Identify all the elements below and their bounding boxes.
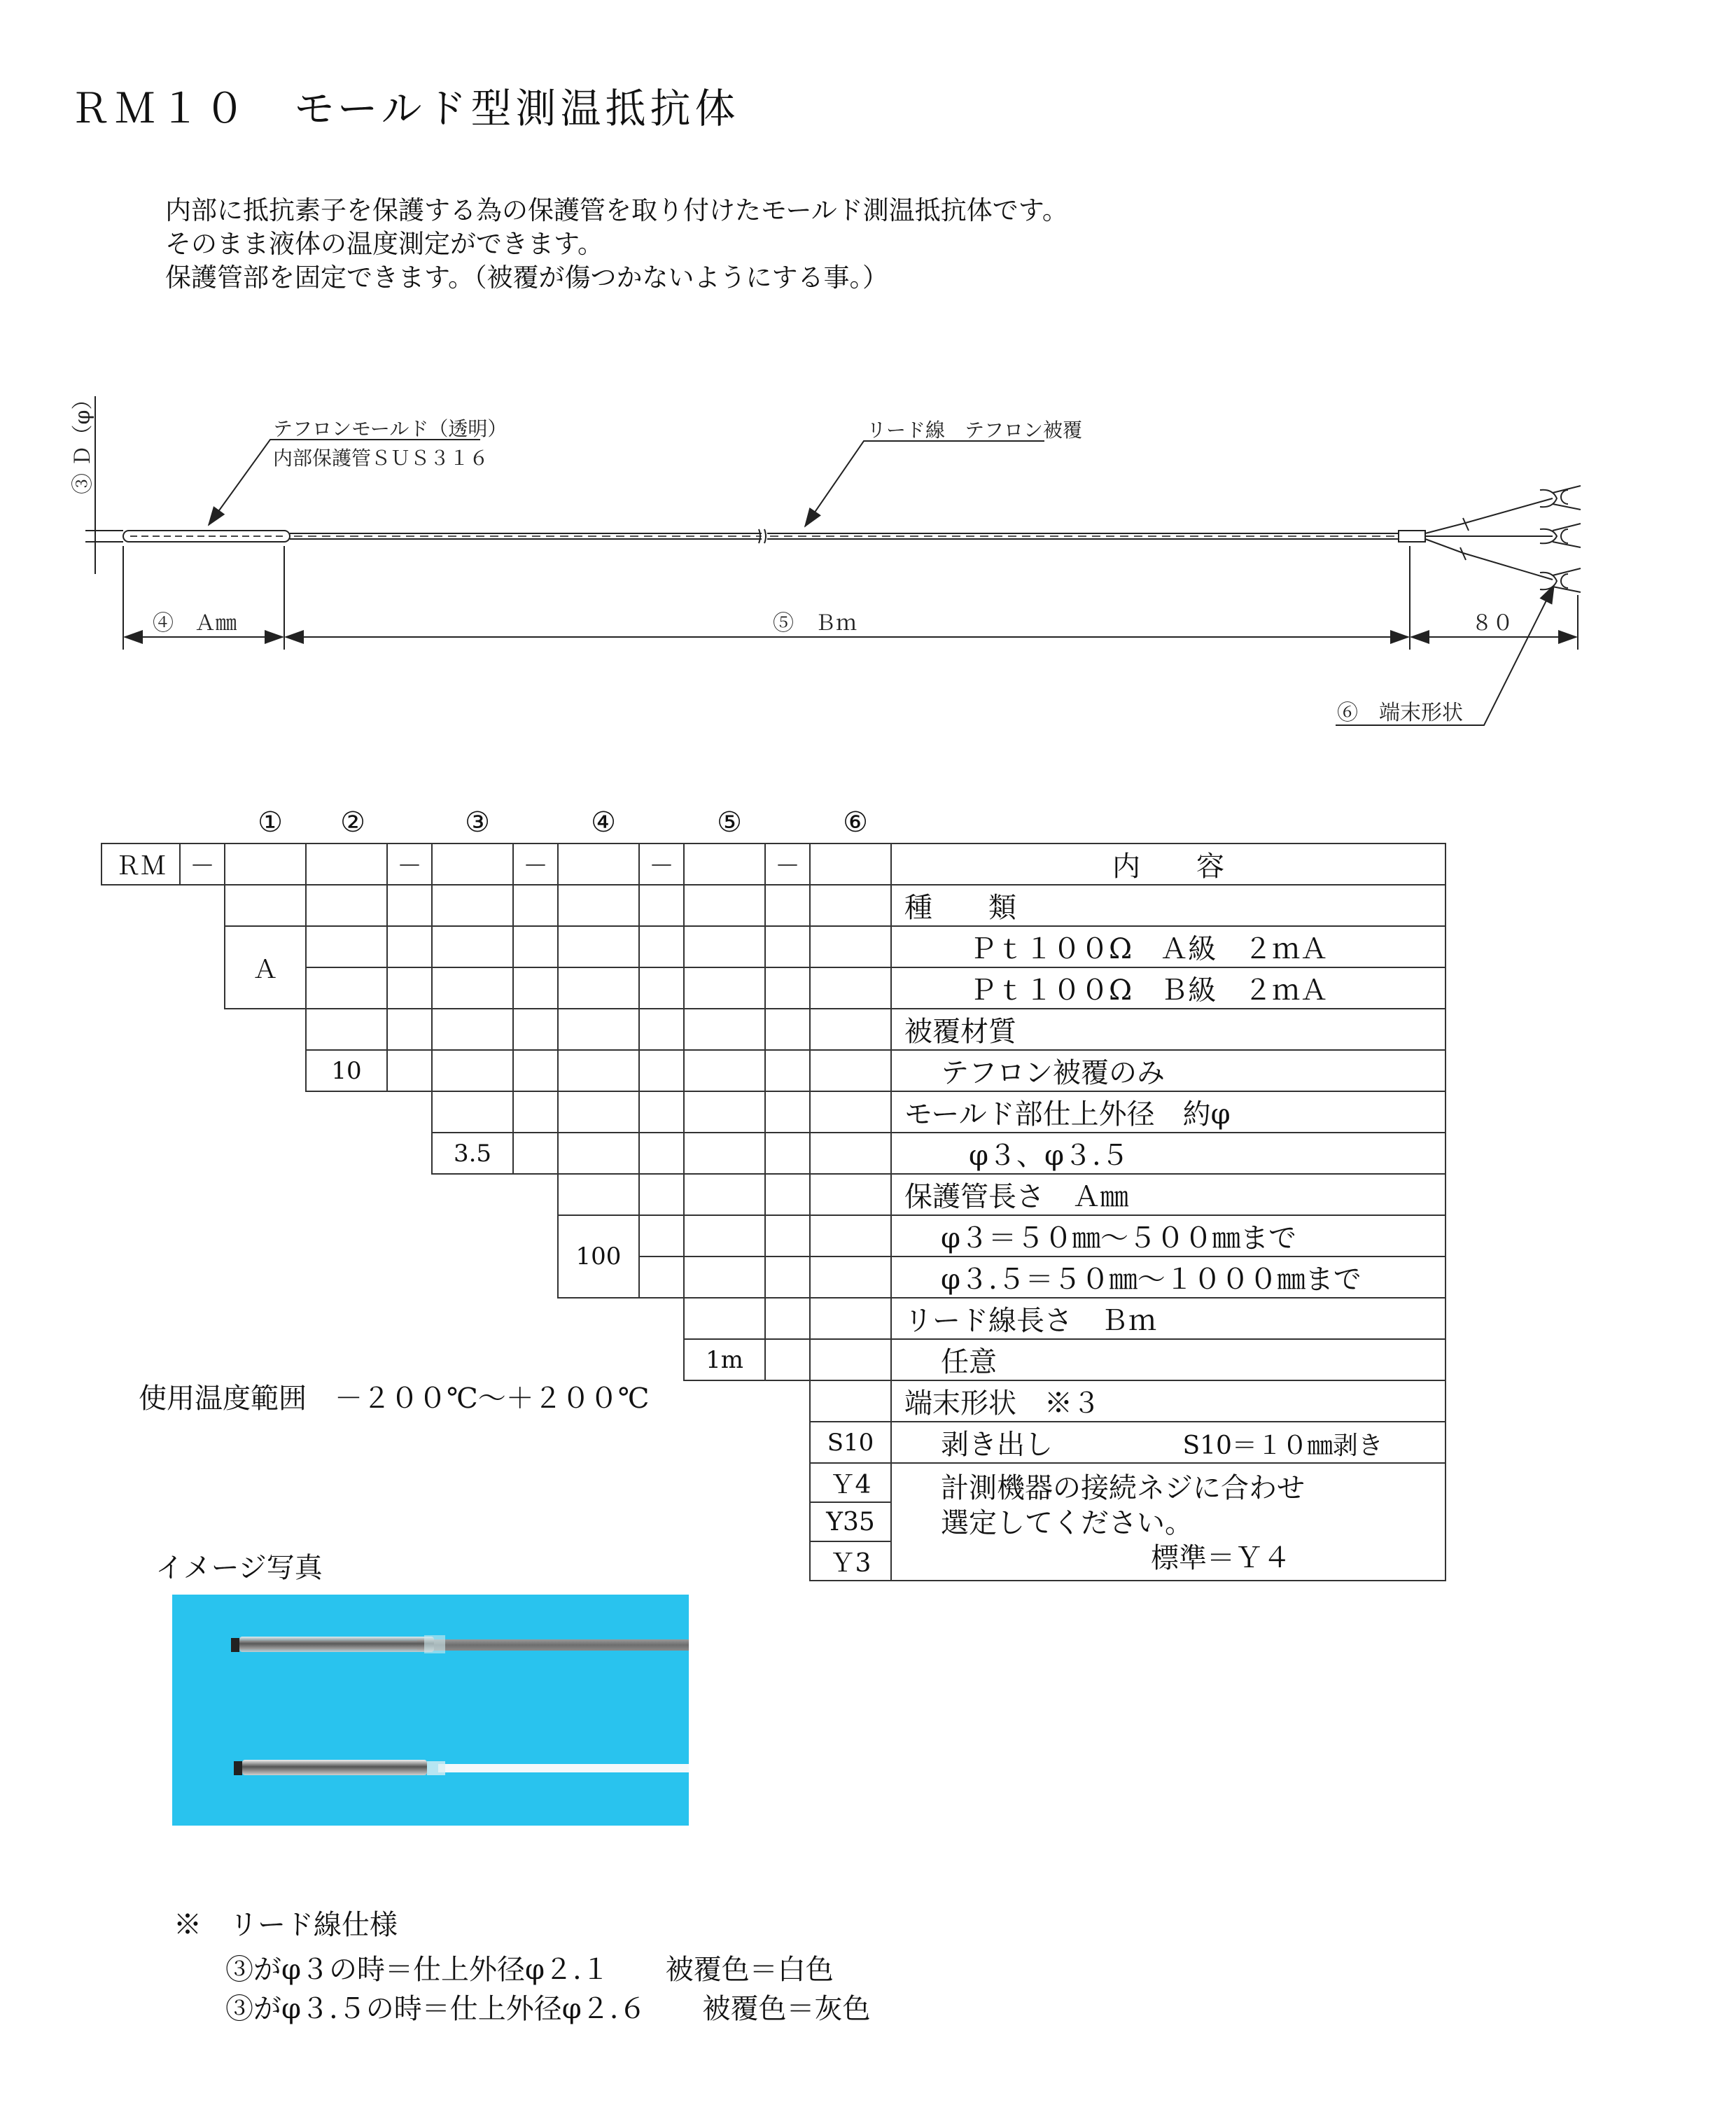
y-standard: 標準＝Ｙ４: [1151, 1542, 1291, 1574]
s10-code: S10: [810, 1422, 891, 1463]
mold-heading: モールド部仕上外径 約φ: [891, 1091, 1446, 1133]
mold-sample: 3.5: [432, 1133, 513, 1174]
terminal-heading: 端末形状 ※３: [891, 1380, 1446, 1422]
cover-value: テフロン被覆のみ: [891, 1050, 1446, 1091]
s10-desc: 剥き出し: [941, 1429, 1053, 1461]
lead-spec-heading: ※ リード線仕様: [174, 1909, 398, 1941]
y35-code: Y35: [810, 1502, 891, 1541]
page-title: ＲＭ１０ モールド型測温抵抗体: [70, 85, 740, 132]
type-a: Ｐｔ１００Ω Ａ級 ２ｍＡ: [891, 926, 1446, 967]
position-2: ②: [340, 806, 365, 839]
position-1: ①: [258, 806, 283, 839]
y-desc-1: 計測機器の接続ネジに合わせ: [941, 1472, 1305, 1504]
diameter-label: ③ Ｄ（φ）: [71, 388, 95, 494]
photo-label: イメージ写真: [155, 1552, 323, 1584]
lead-heading: リード線長さ Ｂｍ: [891, 1298, 1446, 1339]
lead-leader: [805, 441, 1044, 526]
spec-table: [101, 843, 1446, 1581]
dim-b-label: ⑤ Ｂｍ: [773, 611, 857, 636]
probe-body: [123, 531, 290, 542]
product-photo: [172, 1595, 689, 1826]
position-6: ⑥: [843, 806, 868, 839]
dash-2: －: [387, 844, 432, 885]
dim-80-label: ８０: [1471, 611, 1513, 636]
type-b: Ｐｔ１００Ω Ｂ級 ２ｍＡ: [891, 967, 1446, 1009]
dim-a-label: ④ Ａ㎜: [153, 611, 237, 636]
dash-4: －: [639, 844, 684, 885]
position-4: ④: [591, 806, 616, 839]
position-3: ③: [465, 806, 490, 839]
s10-note: S10＝１０㎜剥き: [1182, 1432, 1383, 1460]
tube-label: 内部保護管ＳＵＳ３１６: [273, 447, 489, 470]
dash-3: －: [513, 844, 558, 885]
tube-value-2: φ３.５＝５０㎜～１０００㎜まで: [891, 1256, 1446, 1298]
dash-5: －: [765, 844, 810, 885]
lead-label: リード線 テフロン被覆: [867, 419, 1083, 442]
lead-value: 任意: [891, 1339, 1446, 1380]
content-header: 内 容: [891, 844, 1446, 885]
sensor-diagram: [0, 378, 1736, 742]
lead-sample: 1m: [684, 1339, 765, 1380]
intro-line-3: 保護管部を固定できます。（被覆が傷つかないようにする事。）: [165, 262, 889, 293]
tube-sample: 100: [558, 1215, 639, 1298]
temperature-range: 使用温度範囲 －２００℃～＋２００℃: [139, 1382, 650, 1415]
intro-line-1: 内部に抵抗素子を保護する為の保護管を取り付けたモールド測温抵抗体です。: [165, 195, 1068, 225]
cover-heading: 被覆材質: [891, 1009, 1446, 1050]
lead-spec-line-1: ③がφ３の時＝仕上外径φ２.１ 被覆色＝白色: [225, 1954, 834, 1986]
mold-value: φ３、φ３.５: [891, 1133, 1446, 1174]
fork-terminal-top-icon: [1540, 486, 1581, 510]
cover-sample: 10: [306, 1050, 387, 1091]
terminal-label: ⑥ 端末形状: [1337, 701, 1463, 725]
lead-cable: [290, 529, 1425, 543]
y4-code: Ｙ4: [810, 1463, 891, 1502]
terminal-wires: [1425, 486, 1581, 592]
tube-heading: 保護管長さ Ａ㎜: [891, 1174, 1446, 1215]
tube-value-1: φ３＝５０㎜～５００㎜まで: [891, 1215, 1446, 1256]
type-heading: 種 類: [891, 885, 1446, 926]
y3-code: Ｙ3: [810, 1541, 891, 1581]
y-desc-2: 選定してください。: [941, 1507, 1193, 1539]
prefix-cell: ＲＭ: [102, 844, 180, 885]
type-sample: Ａ: [225, 926, 306, 1009]
intro-line-2: そのまま液体の温度測定ができます。: [165, 229, 604, 259]
dash-1: －: [180, 844, 225, 885]
position-5: ⑤: [717, 806, 742, 839]
mold-label: テフロンモールド（透明）: [273, 417, 507, 440]
fork-terminal-bottom-icon: [1540, 568, 1581, 592]
lead-spec-line-2: ③がφ３.５の時＝仕上外径φ２.６ 被覆色＝灰色: [225, 1993, 871, 2025]
